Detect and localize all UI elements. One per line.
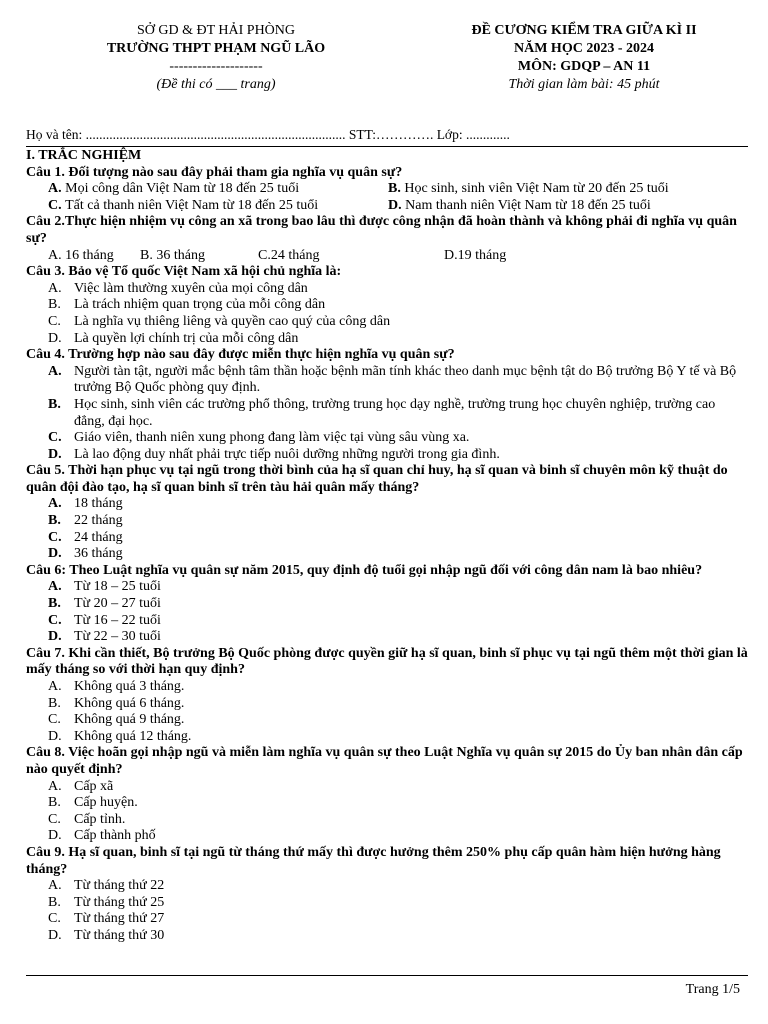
option-c: C. 24 tháng [48, 529, 123, 545]
option-b: B. 36 tháng [140, 247, 205, 263]
option-b: B. Học sinh, sinh viên các trường phổ thông, trường trung học dạy nghề, trường trung học chuyên nghiệp, trường cao đẳng, đại học. [48, 396, 716, 429]
school-year: NĂM HỌC 2023 - 2024 [514, 41, 654, 56]
question-title: Câu 3. Bảo vệ Tổ quốc Việt Nam xã hội chủ nghĩa là: [26, 264, 342, 280]
option-a: A. Mọi công dân Việt Nam từ 18 đến 25 tuổi [48, 181, 300, 197]
document-header [26, 22, 748, 102]
option-row [26, 181, 748, 198]
section-title: I. TRẮC NGHIỆM [26, 148, 142, 163]
option-c: C. Là nghĩa vụ thiêng liêng và quyền cao quý của công dân [48, 313, 391, 329]
option-a: A. Từ 18 – 25 tuổi [48, 579, 161, 595]
option-d: D. 36 tháng [48, 546, 123, 562]
option-c: C. Từ tháng thứ 27 [48, 911, 165, 927]
option-b: B. Từ 20 – 27 tuổi [48, 596, 161, 612]
department-name: SỞ GD & ĐT HẢI PHÒNG [136, 23, 296, 38]
option-d: D. Cấp thành phố [48, 828, 156, 844]
option-b: B. Từ tháng thứ 25 [48, 894, 165, 910]
option-a: A. 18 tháng [48, 496, 123, 512]
option-c: C. Không quá 9 tháng. [48, 712, 185, 728]
school-block [26, 22, 406, 94]
option-d: D. Không quá 12 tháng. [48, 728, 192, 744]
footer-divider [26, 975, 748, 976]
exam-title: ĐỀ CƯƠNG KIỂM TRA GIỮA KÌ II [471, 23, 697, 38]
option-c: C. Tất cả thanh niên Việt Nam từ 18 đến 25 tuổi [48, 197, 319, 213]
option-d: D. Từ tháng thứ 30 [48, 927, 165, 943]
question-title: Câu 7. Khi cần thiết, Bộ trưởng Bộ Quốc phòng được quyền giữ hạ sĩ quan, binh sĩ phục vụ tại ngũ thêm một thời gian là mấy tháng so với thời hạn quy định? [26, 645, 748, 678]
page-number: Trang 1/5 [685, 982, 740, 997]
question-title: Câu 6: Theo Luật nghĩa vụ quân sự năm 2015, quy định độ tuổi gọi nhập ngũ đối với công dân nam là bao nhiêu? [26, 562, 703, 578]
time-limit: Thời gian làm bài: 45 phút [508, 77, 660, 92]
option-a: A. Không quá 3 tháng. [48, 679, 185, 694]
option-d: D.19 tháng [444, 247, 507, 263]
option-b: B. Cấp huyện. [48, 795, 138, 811]
option-a: A. Người tàn tật, người mắc bệnh tâm thần hoặc bệnh mãn tính khác theo danh mục bệnh tật do Bộ trưởng Bộ Y tế và Bộ trưởng Bộ Quốc phòng quy định. [48, 363, 737, 396]
option-b: B. Không quá 6 tháng. [48, 695, 185, 711]
option-d: D. Là lao động duy nhất phải trực tiếp nuôi dưỡng những người trong gia đình. [48, 446, 500, 462]
question-title: Câu 8. Việc hoãn gọi nhập ngũ và miễn làm nghĩa vụ quân sự theo Luật Nghĩa vụ quân sự 2015 do Ủy ban nhân dân cấp nào quyết định? [26, 745, 743, 777]
question-title: Câu 9. Hạ sĩ quan, binh sĩ tại ngũ từ tháng thứ mấy thì được hưởng thêm 250% phụ cấp quân hàm hiện hưởng hàng tháng? [26, 844, 721, 877]
option-a: A. 16 tháng [48, 247, 114, 263]
exam-info-block [394, 22, 768, 94]
option-c: C. Giáo viên, thanh niên xung phong đang làm việc tại vùng sâu vùng xa. [48, 430, 470, 446]
option-c: C. Từ 16 – 22 tuổi [48, 612, 161, 628]
school-name: TRƯỜNG THPT PHẠM NGŨ LÃO [106, 41, 326, 56]
option-b: B. Học sinh, sinh viên Việt Nam từ 20 đến 25 tuổi [388, 181, 669, 197]
option-d: D. Là quyền lợi chính trị của mỗi công dân [48, 330, 299, 346]
option-a: A. Việc làm thường xuyên của mọi công dân [48, 280, 308, 296]
question-title: Câu 5. Thời hạn phục vụ tại ngũ trong thời bình của hạ sĩ quan chỉ huy, hạ sĩ quan và binh sĩ chuyên môn kỹ thuật do quân đội đào tạo, hạ sĩ quan binh sĩ trên tàu hải quân mấy tháng? [26, 463, 728, 495]
option-b: B. Là trách nhiệm quan trọng của mỗi công dân [48, 297, 326, 313]
option-c: C.24 tháng [258, 247, 320, 263]
page-count-note: (Đề thi có ___ trang) [156, 77, 276, 92]
question-title: Câu 1. Đối tượng nào sau đây phải tham gia nghĩa vụ quân sự? [26, 164, 403, 180]
option-a: A. Cấp xã [48, 778, 114, 794]
question-title: Câu 2.Thực hiện nhiệm vụ công an xã trong bao lâu thì được công nhận đã hoàn thành và không phải đi nghĩa vụ quân sự? [26, 214, 737, 246]
exam-page [26, 22, 748, 945]
option-row [26, 248, 748, 265]
subject: MÔN: GDQP – AN 11 [517, 59, 651, 74]
option-row [26, 198, 748, 215]
option-b: B. 22 tháng [48, 513, 123, 529]
option-d: D. Từ 22 – 30 tuổi [48, 629, 161, 645]
option-d: D. Nam thanh niên Việt Nam từ 18 đến 25 tuổi [388, 197, 651, 213]
option-a: A. Từ tháng thứ 22 [48, 878, 165, 894]
divider-line [26, 146, 748, 147]
separator-dashes: -------------------- [169, 59, 263, 74]
option-c: C. Cấp tỉnh. [48, 811, 126, 827]
student-info-line: Họ và tên: ............................................................................. STT:…………. Lớp: ............. [26, 127, 510, 142]
question-title: Câu 4. Trường hợp nào sau đây được miễn thực hiện nghĩa vụ quân sự? [26, 347, 455, 363]
